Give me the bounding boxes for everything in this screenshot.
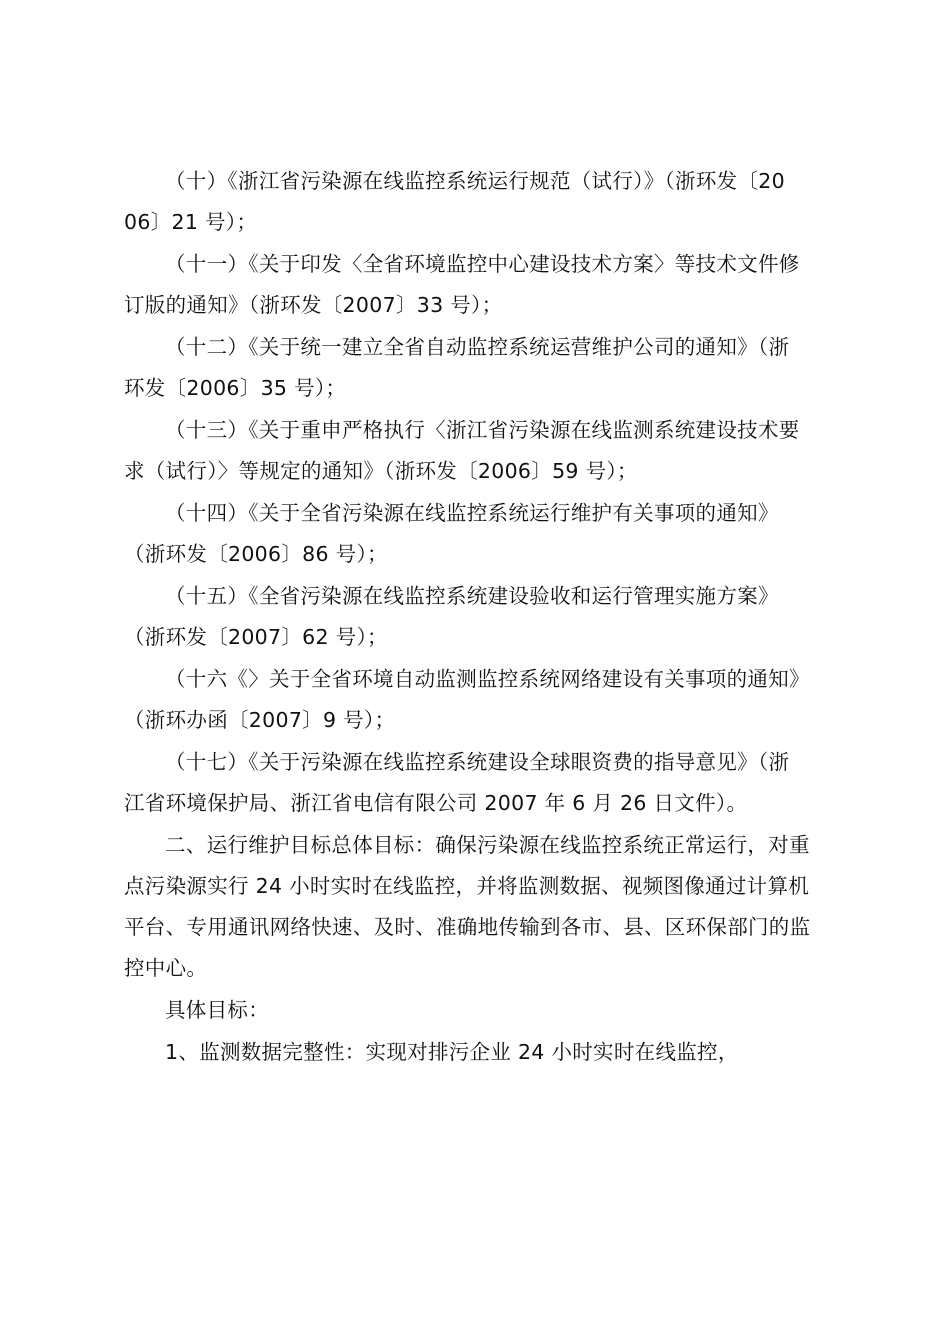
paragraph-line: 1、监测数据完整性：实现对排污企业 24 小时实时在线监控， <box>165 1040 739 1064</box>
paragraph-line: （十一）《关于印发〈全省环境监控中心建设技术方案〉等技术文件修 <box>165 252 800 276</box>
paragraph-line: （浙环办函〔2007〕9 号）； <box>124 708 396 732</box>
paragraph-line: 二、运行维护目标总体目标：确保污染源在线监控系统正常运行，对重 <box>165 833 810 857</box>
paragraph-line: 平台、专用通讯网络快速、及时、准确地传输到各市、县、区环保部门的监 <box>124 915 811 939</box>
paragraph-line: 控中心。 <box>124 956 208 980</box>
paragraph-line: 求（试行）〉等规定的通知》（浙环发〔2006〕59 号）； <box>124 459 638 483</box>
paragraph-line: 具体目标： <box>165 998 269 1022</box>
paragraph-line: （浙环发〔2007〕62 号）； <box>124 625 388 649</box>
paragraph-line: （十）《浙江省污染源在线监控系统运行规范（试行）》（浙环发〔20 <box>165 169 785 193</box>
paragraph-line: （十七）《关于污染源在线监控系统建设全球眼资费的指导意见》（浙 <box>165 750 790 774</box>
paragraph-line: （十五）《全省污染源在线监控系统建设验收和运行管理实施方案》 <box>165 584 779 608</box>
paragraph-line: 江省环境保护局、浙江省电信有限公司 2007 年 6 月 26 日文件）。 <box>124 791 748 815</box>
paragraph-line: （浙环发〔2006〕86 号）； <box>124 542 388 566</box>
paragraph-line: （十六《〉关于全省环境自动监测监控系统网络建设有关事项的通知》 <box>165 667 810 691</box>
paragraph-line: 06〕21 号）； <box>124 210 258 234</box>
paragraph-line: 点污染源实行 24 小时实时在线监控，并将监测数据、视频图像通过计算机 <box>124 874 810 898</box>
paragraph-line: （十二）《关于统一建立全省自动监控系统运营维护公司的通知》（浙 <box>165 335 790 359</box>
paragraph-line: （十四）《关于全省污染源在线监控系统运行维护有关事项的通知》 <box>165 501 779 525</box>
paragraph-line: 环发〔2006〕35 号）； <box>124 376 347 400</box>
paragraph-line: 订版的通知》（浙环发〔2007〕33 号）； <box>124 293 503 317</box>
paragraph-line: （十三）《关于重申严格执行〈浙江省污染源在线监测系统建设技术要 <box>165 418 800 442</box>
